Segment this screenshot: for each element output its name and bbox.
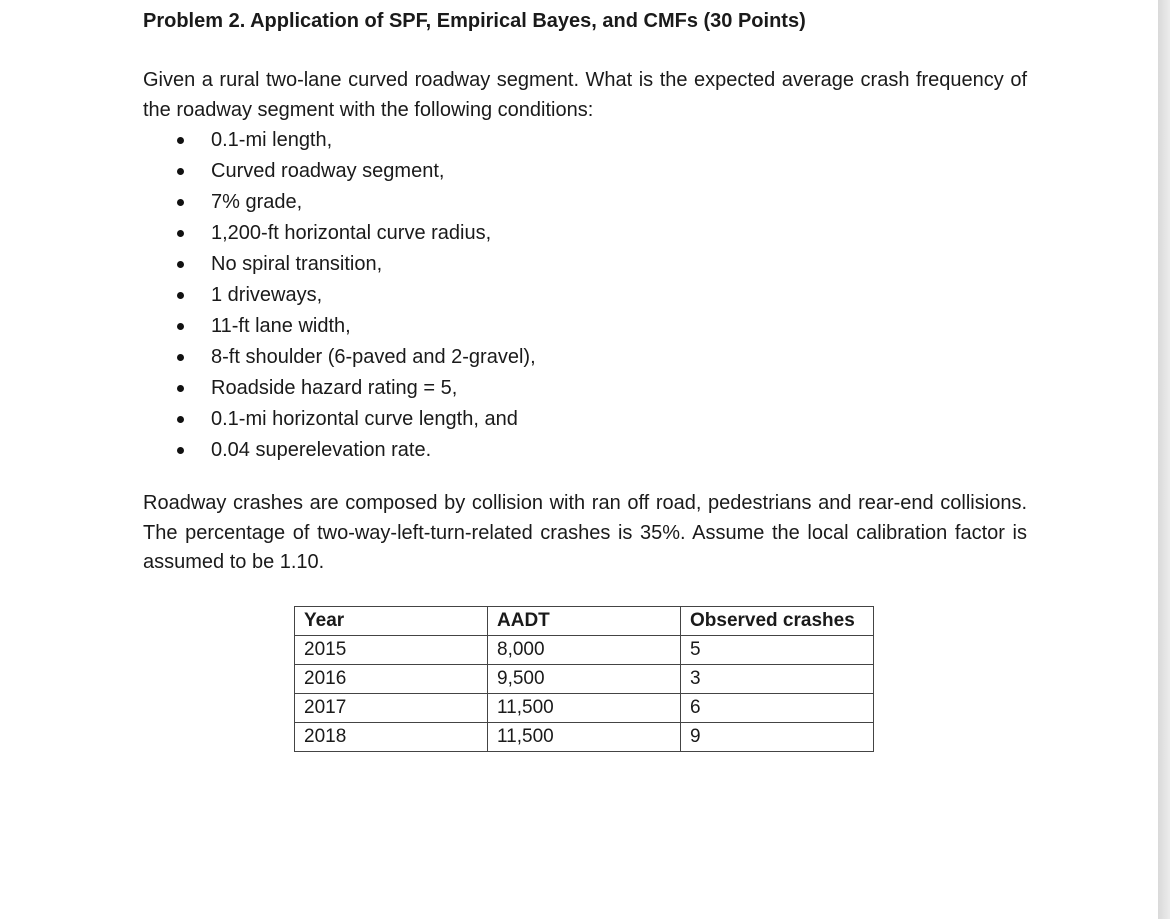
list-item: 8-ft shoulder (6-paved and 2-gravel), (143, 342, 536, 373)
bullet-icon (177, 323, 184, 330)
list-item: 1 driveways, (143, 280, 536, 311)
aadt-crashes-table (294, 606, 874, 752)
cell-crashes: 6 (681, 694, 874, 723)
cell-aadt: 11,500 (488, 694, 681, 723)
list-item: 0.1-mi length, (143, 125, 536, 156)
conditions-list (143, 125, 536, 466)
list-item: Curved roadway segment, (143, 156, 536, 187)
list-item: No spiral transition, (143, 249, 536, 280)
page-edge-shadow (1158, 0, 1170, 919)
list-item: 11-ft lane width, (143, 311, 536, 342)
bullet-icon (177, 385, 184, 392)
header-year: Year (295, 607, 488, 636)
table-row (295, 665, 874, 694)
bullet-icon (177, 354, 184, 361)
list-item: 0.1-mi horizontal curve length, and (143, 404, 536, 435)
bullet-icon (177, 199, 184, 206)
bullet-icon (177, 168, 184, 175)
bullet-icon (177, 447, 184, 454)
cell-aadt: 11,500 (488, 723, 681, 752)
bullet-icon (177, 230, 184, 237)
cell-crashes: 9 (681, 723, 874, 752)
cell-aadt: 9,500 (488, 665, 681, 694)
cell-crashes: 3 (681, 665, 874, 694)
bullet-icon (177, 292, 184, 299)
list-item: 0.04 superelevation rate. (143, 435, 536, 466)
bullet-icon (177, 261, 184, 268)
cell-year: 2016 (295, 665, 488, 694)
table-header-row (295, 607, 874, 636)
list-item: Roadside hazard rating = 5, (143, 373, 536, 404)
cell-crashes: 5 (681, 636, 874, 665)
cell-year: 2018 (295, 723, 488, 752)
header-observed-crashes: Observed crashes (681, 607, 874, 636)
table-row (295, 694, 874, 723)
cell-aadt: 8,000 (488, 636, 681, 665)
problem-title: Problem 2. Application of SPF, Empirical Bayes, and CMFs (30 Points) (143, 10, 806, 32)
list-item: 1,200-ft horizontal curve radius, (143, 218, 536, 249)
cell-year: 2017 (295, 694, 488, 723)
bullet-icon (177, 416, 184, 423)
table-row (295, 636, 874, 665)
table-row (295, 723, 874, 752)
list-item: 7% grade, (143, 187, 536, 218)
header-aadt: AADT (488, 607, 681, 636)
crash-description-paragraph: Roadway crashes are composed by collision with ran off road, pedestrians and rear-end collisions. The percentage of two-way-left-turn-related crashes is 35%. Assume the local calibration factor is assumed to be 1.10. (143, 492, 1027, 573)
bullet-icon (177, 137, 184, 144)
cell-year: 2015 (295, 636, 488, 665)
intro-paragraph: Given a rural two-lane curved roadway segment. What is the expected average crash frequency of the roadway segment with the following conditions: (143, 69, 1027, 121)
